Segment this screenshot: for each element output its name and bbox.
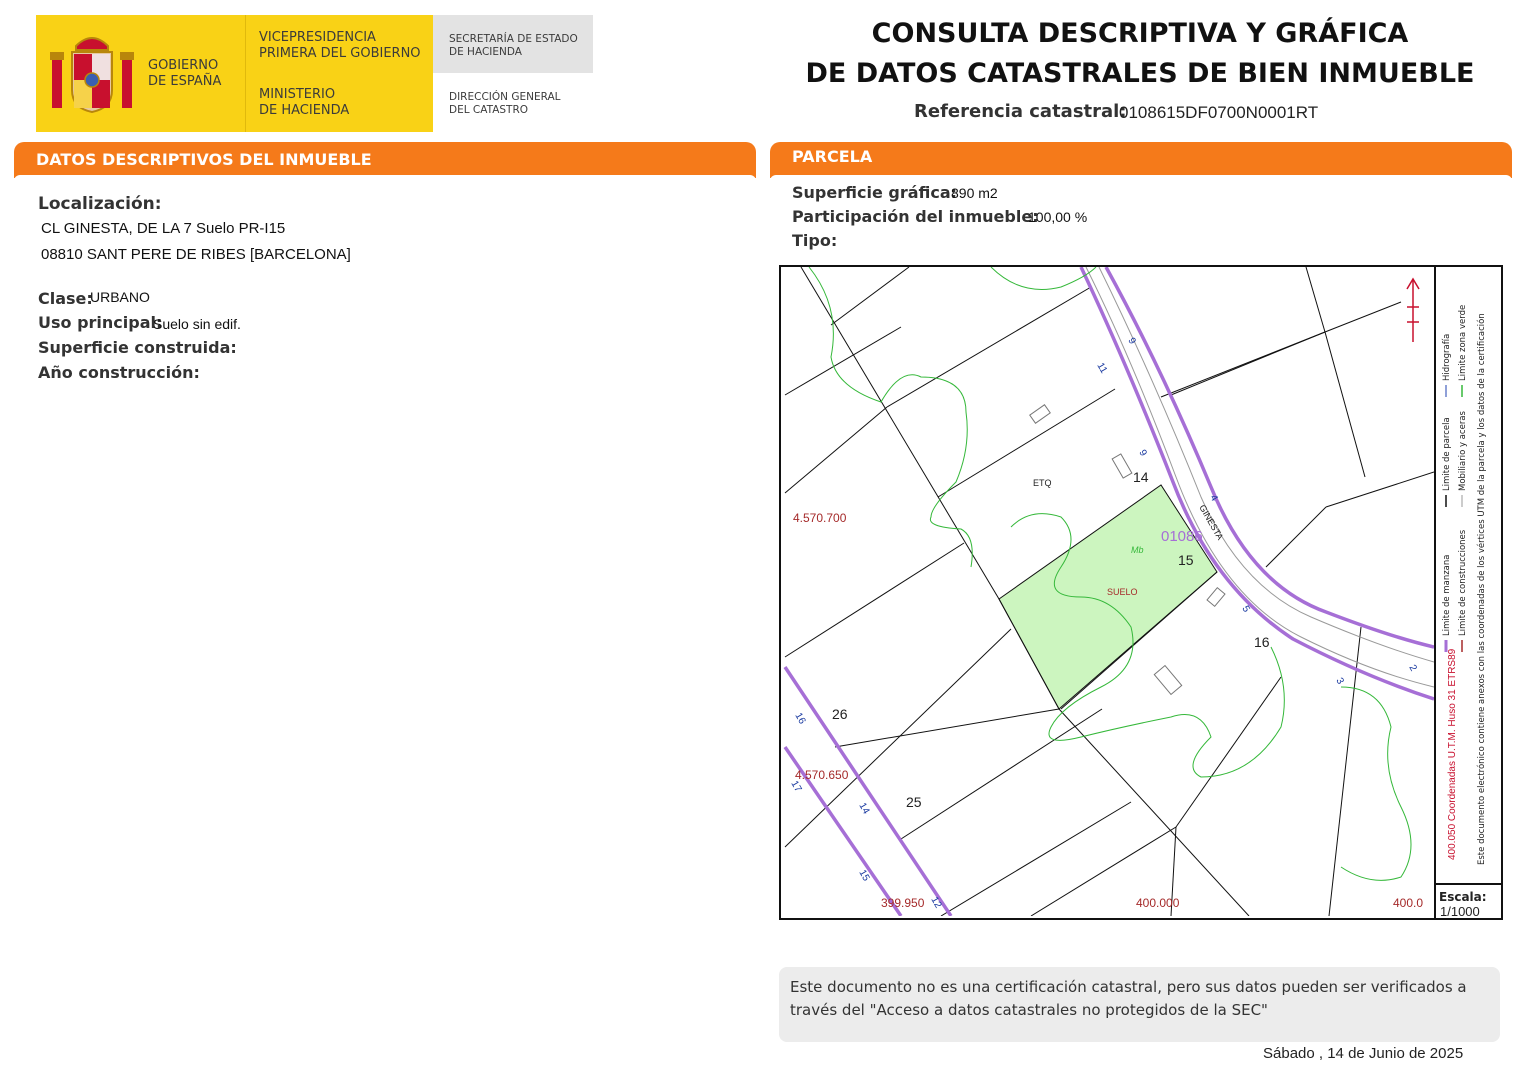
- superficie-grafica-value: 890 m2: [951, 185, 998, 201]
- superficie-construida-label: Superficie construida:: [38, 338, 237, 357]
- participacion-value: 100,00 %: [1028, 209, 1088, 225]
- svg-text:Limite de construcciones: Limite de construcciones: [1458, 529, 1468, 636]
- ministerio-text: MINISTERIO DE HACIENDA: [259, 87, 350, 118]
- mb-label: Mb: [1131, 545, 1144, 555]
- street-name-label: GINESTA: [1197, 503, 1226, 542]
- parcel-ref-label: 01086: [1161, 528, 1203, 545]
- secretaria-text: SECRETARÍA DE ESTADO DE HACIENDA: [449, 33, 578, 58]
- svg-text:4.570.650: 4.570.650: [795, 768, 849, 782]
- document-date: Sábado , 14 de Junio de 2025: [1263, 1045, 1464, 1062]
- svg-text:4: 4: [1207, 493, 1220, 504]
- section-header-datos: DATOS DESCRIPTIVOS DEL INMUEBLE: [14, 142, 756, 178]
- svg-text:9: 9: [1125, 336, 1138, 347]
- document-title: CONSULTA DESCRIPTIVA Y GRÁFICA DE DATOS CATASTRALES DE BIEN INMUEBLE: [805, 18, 1475, 89]
- svg-text:Limite de manzana: Limite de manzana: [1442, 554, 1452, 636]
- address-line-2: 08810 SANT PERE DE RIBES [BARCELONA]: [41, 246, 351, 263]
- svg-text:400.0: 400.0: [1393, 896, 1424, 910]
- svg-text:5: 5: [1239, 604, 1252, 615]
- svg-text:Limite de parcela: Limite de parcela: [1442, 417, 1452, 491]
- superficie-grafica-label: Superficie gráfica:: [792, 183, 958, 202]
- svg-text:9: 9: [1136, 448, 1149, 459]
- svg-text:17: 17: [788, 779, 804, 795]
- svg-text:25: 25: [906, 794, 922, 810]
- direccion-general-text: DIRECCIÓN GENERAL DEL CATASTRO: [449, 91, 561, 116]
- suelo-label: SUELO: [1107, 587, 1138, 597]
- svg-text:12: 12: [928, 895, 944, 911]
- svg-text:14: 14: [1133, 469, 1149, 485]
- vicepresidencia-text: VICEPRESIDENCIA PRIMERA DEL GOBIERNO: [259, 30, 421, 61]
- svg-text:16: 16: [1254, 634, 1270, 650]
- address-line-1: CL GINESTA, DE LA 7 Suelo PR-I15: [41, 220, 286, 237]
- svg-text:Mobiliario y aceras: Mobiliario y aceras: [1458, 411, 1468, 491]
- referencia-label: Referencia catastral:: [914, 101, 1127, 122]
- referencia-value: 0108615DF0700N0001RT: [1119, 103, 1319, 122]
- map-drawing: [781, 267, 1434, 916]
- verification-notice-text: Este documento no es una certificación catastral, pero sus datos pueden ser verificados a través del "Acceso a datos catastrales no protegidos de la SEC": [790, 978, 1467, 1019]
- clase-value: URBANO: [90, 289, 150, 305]
- tipo-label: Tipo:: [792, 231, 838, 250]
- legend-drawing: [1436, 268, 1500, 880]
- anio-construccion-label: Año construcción:: [38, 363, 200, 382]
- scale-value: 1/1000: [1440, 904, 1480, 919]
- uso-principal-value: Suelo sin edif.: [153, 316, 241, 332]
- svg-text:11: 11: [1094, 361, 1110, 376]
- svg-text:3: 3: [1333, 676, 1346, 687]
- svg-text:400.050 Coordenadas U.T.M. Hus: 400.050 Coordenadas U.T.M. Huso 31 ETRS89: [1447, 648, 1458, 860]
- localizacion-label: Localización:: [38, 194, 162, 214]
- north-arrow-icon: [1407, 279, 1419, 342]
- svg-text:Hidrografía: Hidrografía: [1442, 333, 1452, 381]
- clase-label: Clase:: [38, 289, 93, 308]
- section-header-parcela: PARCELA: [770, 142, 1512, 178]
- logo-divider: [245, 15, 246, 132]
- svg-text:2: 2: [1406, 663, 1419, 674]
- svg-text:14: 14: [856, 801, 872, 817]
- participacion-label: Participación del inmueble:: [792, 207, 1039, 226]
- gobierno-espana-text: GOBIERNO DE ESPAÑA: [148, 58, 222, 89]
- parcel-polygon: [999, 485, 1217, 709]
- uso-principal-label: Uso principal:: [38, 313, 163, 332]
- svg-text:Este documento electrónico con: Este documento electrónico contiene anexos con las coordenadas de los vértices UTM de la parcela y los datos de la certificación: [1477, 313, 1487, 865]
- svg-text:400.000: 400.000: [1136, 896, 1180, 910]
- svg-text:15: 15: [1178, 552, 1194, 568]
- svg-text:4.570.700: 4.570.700: [793, 511, 847, 525]
- svg-text:15: 15: [856, 868, 872, 884]
- etq-label: ETQ: [1033, 478, 1052, 488]
- svg-text:26: 26: [832, 706, 848, 722]
- svg-text:399.950: 399.950: [881, 896, 925, 910]
- svg-text:Limite zona verde: Limite zona verde: [1458, 304, 1468, 381]
- coat-of-arms-icon: [48, 28, 136, 118]
- scale-label: Escala:: [1439, 890, 1487, 904]
- svg-text:16: 16: [792, 711, 808, 727]
